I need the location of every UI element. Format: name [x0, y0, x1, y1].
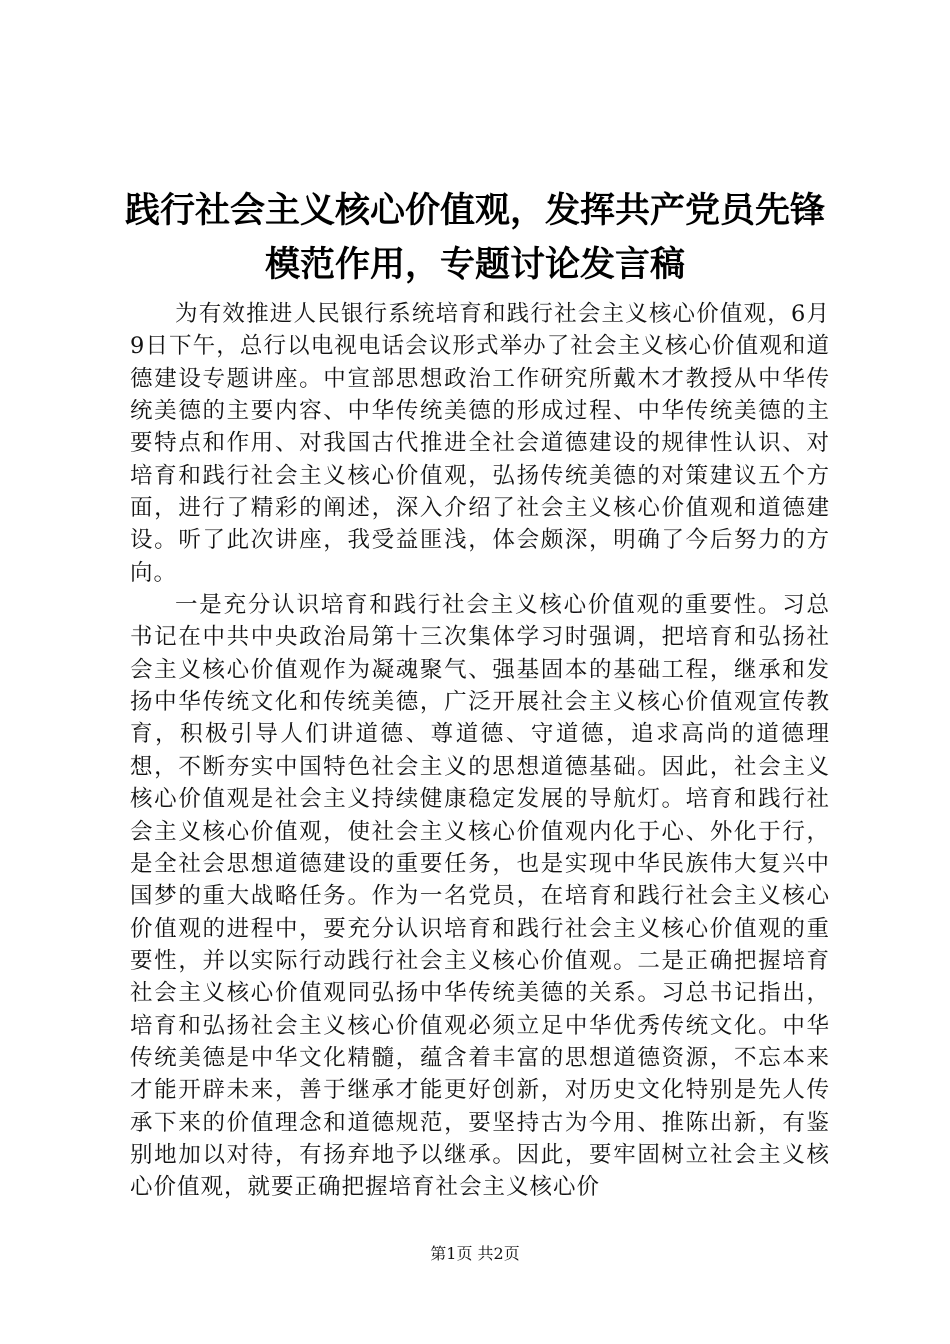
title-line-1: 践行社会主义核心价值观，发挥共产党员先锋	[124, 191, 825, 231]
title-line-2: 模范作用，专题讨论发言稿	[264, 245, 685, 285]
page-footer: 第1页 共2页	[430, 1244, 520, 1263]
paragraph-intro: 为有效推进人民银行系统培育和践行社会主义核心价值观，6月9日下午，总行以电视电话会议形式举办了社会主义核心价值观和道德建设专题讲座。中宣部思想政治工作研究所戴木才教授从中华传统美德的主要内容、中华传统美德的形成过程、中华传统美德的主要特点和作用、对我国古代推进全社会道德建设的规律性认识、对培育和践行社会主义核心价值观，弘扬传统美德的对策建议五个方面，进行了精彩的阐述，深入介绍了社会主义核心价值观和道德建设。听了此次讲座，我受益匪浅，体会颇深，明确了今后努力的方向。	[130, 301, 830, 586]
document-title	[120, 184, 830, 292]
document-body	[130, 298, 830, 1204]
paragraph-main: 一是充分认识培育和践行社会主义核心价值观的重要性。习总书记在中共中央政治局第十三次集体学习时强调，把培育和弘扬社会主义核心价值观作为凝魂聚气、强基固本的基础工程，继承和发扬中华传统文化和传统美德，广泛开展社会主义核心价值观宣传教育，积极引导人们讲道德、尊道德、守道德，追求高尚的道德理想，不断夯实中国特色社会主义的思想道德基础。因此，社会主义核心价值观是社会主义持续健康稳定发展的导航灯。培育和践行社会主义核心价值观，使社会主义核心价值观内化于心、外化于行，是全社会思想道德建设的重要任务，也是实现中华民族伟大复兴中国梦的重大战略任务。作为一名党员，在培育和践行社会主义核心价值观的进程中，要充分认识培育和践行社会主义核心价值观的重要性，并以实际行动践行社会主义核心价值观。二是正确把握培育社会主义核心价值观同弘扬中华传统美德的关系。习总书记指出，培育和弘扬社会主义核心价值观必须立足中华优秀传统文化。中华传统美德是中华文化精髓，蕴含着丰富的思想道德资源，不忘本来才能开辟未来，善于继承才能更好创新，对历史文化特别是先人传承下来的价值理念和道德规范，要坚持古为今用、推陈出新，有鉴别地加以对待，有扬弃地予以继承。因此，要牢固树立社会主义核心价值观，就要正确把握培育社会主义核心价	[130, 592, 830, 1201]
